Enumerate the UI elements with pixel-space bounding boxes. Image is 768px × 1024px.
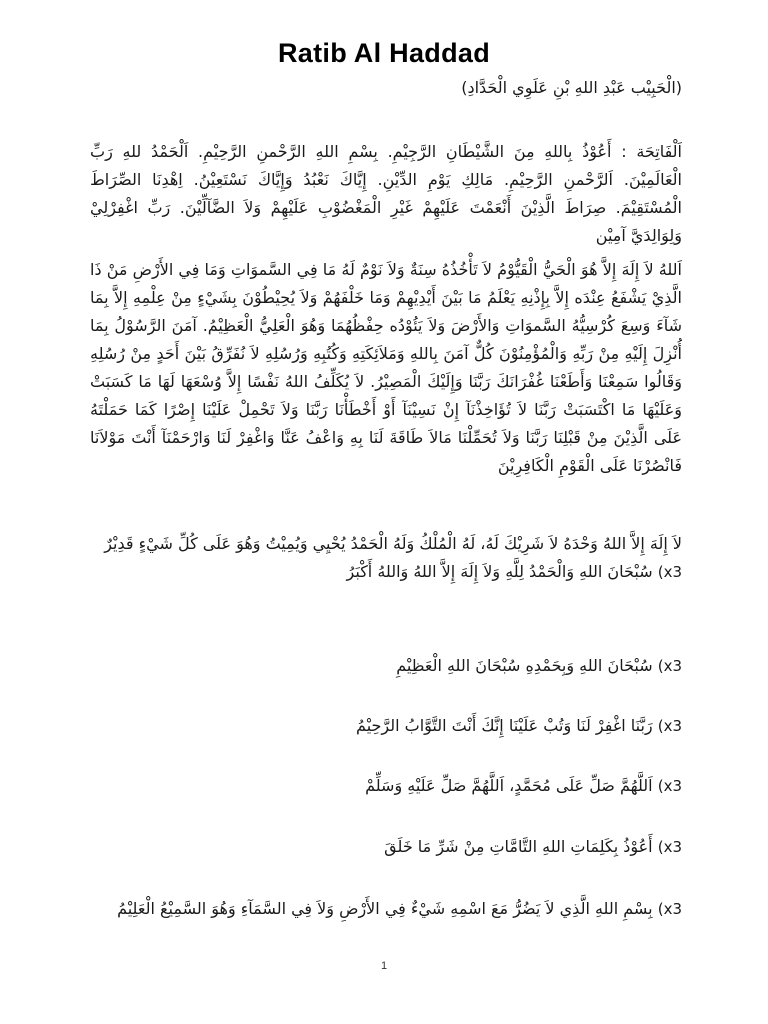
repeat-count: (x3 [657, 777, 682, 795]
tahlil-block [90, 530, 682, 586]
page-title: Ratib Al Haddad [277, 38, 490, 68]
dhikr-text: بِسْمِ اللهِ الَّذِي لاَ يَضُرُّ مَعَ اسْمِهِ شَيْءٌ فِي الأَرْضِ وَلاَ فِي السَّمَآءِ وَهُوَ السَّمِيْعُ الْعَلِيْمُ [117, 899, 653, 918]
tasbih-text: سُبْحَانَ اللهِ وَالْحَمْدُ لِلَّهِ وَلاَ إِلَهَ إِلاَّ اللهُ وَاللهُ أَكْبَرُ [346, 562, 653, 581]
repeat-count: (x3 [657, 563, 682, 581]
tahlil-line: لاَ إِلَهَ إِلاَّ اللهُ وَحْدَهُ لاَ شَرِيْكَ لَهُ، لَهُ الْمُلْكُ وَلَهُ الْحَمْدُ يُحْيِي وَيُمِيْتُ وَهُوَ عَلَى كُلِّ شَيْءٍ قَدِيْرٌ [104, 534, 682, 553]
dhikr-text: أَعُوْذُ بِكَلِمَاتِ اللهِ التَّامَّاتِ مِنْ شَرِّ مَا خَلَقَ [384, 837, 653, 856]
repeat-count: (x3 [657, 717, 682, 735]
dhikr-line [90, 772, 682, 800]
ayat-kursi-paragraph: اَللهُ لاَ إِلَهَ إِلاَّ هُوَ الْحَيُّ الْقَيُّوْمُ لاَ تَأْخُذُهُ سِنَةٌ وَلاَ نَوْمٌ لَهُ مَا فِي السَّموَاتِ وَمَا فِي الأَرْضِ مَنْ ذَا الَّذِيْ يَشْفَعُ عِنْدَه إِلاَّ بِإِذْنِهِ يَعْلَمُ مَا بَيْنَ أَيْدِيْهِمْ وَمَا خَلْفَهُمْ وَلاَ يُحِيْطُوْنَ بِشَيْءٍ مِنْ عِلْمِهِ إِلاَّ بِمَا شَآءَ وَسِعَ كُرْسِيُّهُ السَّموَاتِ وَالأَرْضَ وَلاَ يَئُوْدُه حِفْظُهُمَا وَهُوَ الْعَلِيُّ الْعَظِيْمُ. آمَنَ الرَّسُوْلُ بِمَا أُنْزِلَ إِلَيْهِ مِنْ رَبِّهِ وَالْمُؤْمِنُوْنَ كُلٌّ آمَنَ بِاللهِ وَمَلاَئِكَتِهِ وَكُتُبِهِ وَرُسُلِهِ لاَ نُفَرِّقُ بَيْنَ أَحَدٍ مِنْ رُسُلِهِ وَقَالُوا سَمِعْنَا وَأَطَعْنَا غُفْرَانَكَ رَبَّنَا وَإِلَيْكَ الْمَصِيْرُ. لاَ يُكَلِّفُ اللهُ نَفْسًا إِلاَّ وُسْعَهَا لَهَا مَا كَسَبَتْ وَعَلَيْهَا مَا اكْتَسَبَتْ رَبَّنَا لاَ تُؤَاخِذْنَآ إِنْ نَسِيْنَآ أَوْ أَخْطَأْنَا رَبَّنَا وَلاَ تَحْمِلْ عَلَيْنَا إِصْرًا كَمَا حَمَلْتَهُ عَلَى الَّذِيْنَ مِنْ قَبْلِنَا رَبَّنَا وَلاَ تُحَمِّلْنَا مَالاَ طَاقَةَ لَنَا بِهِ وَاعْفُ عَنَّا وَاغْفِرْ لَنَا وَارْحَمْنَآ أَنْتَ مَوْلاَنَا فَانْصُرْنَا عَلَى الْقَوْمِ الْكَافِرِيْنَ [90, 260, 682, 475]
dhikr-text: سُبْحَانَ اللهِ وَبِحَمْدِهِ سُبْحَانَ اللهِ الْعَظِيْمِ [396, 656, 653, 675]
dhikr-text: رَبَّنَا اغْفِرْ لَنَا وَتُبْ عَلَيْنَا إِنَّكَ أَنْتَ التَّوَّابُ الرَّحِيْمُ [356, 716, 653, 735]
dhikr-line [60, 895, 682, 923]
repeat-count: (x3 [657, 838, 682, 856]
fatiha-paragraph: اَلْفَاتِحَة : أَعُوْذُ بِاللهِ مِنَ الشَّيْطَانِ الرَّجِيْمِ. بِسْمِ اللهِ الرَّحْمنِ الرَّحِيْمِ. اَلْحَمْدُ للهِ رَبِّ الْعَالَمِيْنَ. اَلرَّحْمنِ الرَّحِيْمِ. مَالِكِ يَوْمِ الدِّيْنِ. إِيَّاكَ نَعْبُدُ وَإِيَّاكَ نَسْتَعِيْنُ. اِهْدِنَا الصِّرَاطَ الْمُسْتَقِيْمَ. صِرَاطَ الَّذِيْنَ أَنْعَمْتَ عَلَيْهِمْ غَيْرِ الْمَغْضُوْبِ عَلَيْهِمْ وَلاَ الضَّآلِّيْنَ. رَبِّ اغْفِرْلِيْ وَلِوَالِدَيَّ آمِيْن [90, 142, 682, 245]
repeat-count: (x3 [657, 657, 682, 675]
tasbih-line [90, 558, 682, 586]
dhikr-line [90, 652, 682, 680]
dhikr-line [90, 712, 682, 740]
dhikr-text: اَللَّهُمَّ صَلِّ عَلَى مُحَمَّدٍ، اَللَّهُمَّ صَلِّ عَلَيْهِ وَسَلِّمْ [365, 776, 653, 795]
page-number: 1 [380, 960, 388, 972]
dhikr-line [90, 833, 682, 861]
repeat-count: (x3 [657, 900, 682, 918]
author-line: (الْحَبِيْب عَبْدِ اللهِ بْنِ عَلَوِي الْحَدَّادِ) [461, 78, 682, 97]
